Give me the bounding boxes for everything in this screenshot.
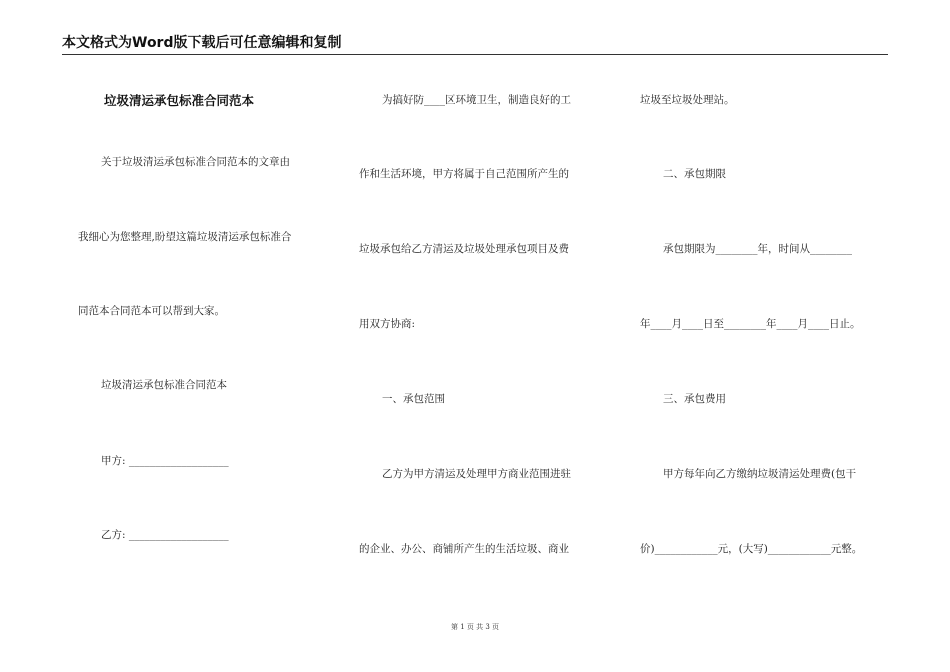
page-number: 第 1 页 共 3 页 <box>450 623 500 631</box>
col3-line-1: 垃圾至垃圾处理站。 <box>640 94 735 106</box>
section-heading-term: 二、承包期限 <box>663 168 726 180</box>
col1-subtitle: 垃圾清运承包标准合同范本 <box>101 379 227 391</box>
col2-line-4: 用双方协商: <box>359 318 416 330</box>
col2-line-1: 为搞好防____区环境卫生，制造良好的工 <box>382 94 571 106</box>
header-text: 本文格式为Word版下载后可任意编辑和复制 <box>62 35 342 51</box>
party-b-field: 乙方: ___________________ <box>101 529 229 541</box>
col1-line-1: 关于垃圾清运承包标准合同范本的文章由 <box>101 156 290 168</box>
document-title: 垃圾清运承包标准合同范本 <box>104 93 255 108</box>
section-heading-fees: 三、承包费用 <box>663 393 726 405</box>
col2-line-6: 乙方为甲方清运及处理甲方商业范围进驻 <box>382 468 571 480</box>
section-heading-scope: 一、承包范围 <box>382 393 445 405</box>
col2-line-7: 的企业、办公、商铺所产生的生活垃圾、商业 <box>359 543 569 555</box>
party-a-field: 甲方: ___________________ <box>101 455 229 467</box>
col2-line-3: 垃圾承包给乙方清运及垃圾处理承包项目及费 <box>359 243 569 255</box>
col3-line-6: 甲方每年向乙方缴纳垃圾清运处理费(包干 <box>663 468 857 480</box>
col2-line-2: 作和生活环境，甲方将属于自己范围所产生的 <box>359 168 569 180</box>
col1-line-2: 我细心为您整理,盼望这篇垃圾清运承包标准合 <box>78 231 292 243</box>
col1-line-3: 同范本合同范本可以帮到大家。 <box>78 305 225 317</box>
col3-line-7: 价)____________元，(大写)____________元整。 <box>640 543 863 555</box>
col3-line-4: 年____月____日至________年____月____日止。 <box>640 318 861 330</box>
document-header <box>62 34 888 55</box>
col3-line-3: 承包期限为________年，时间从________ <box>663 243 852 255</box>
